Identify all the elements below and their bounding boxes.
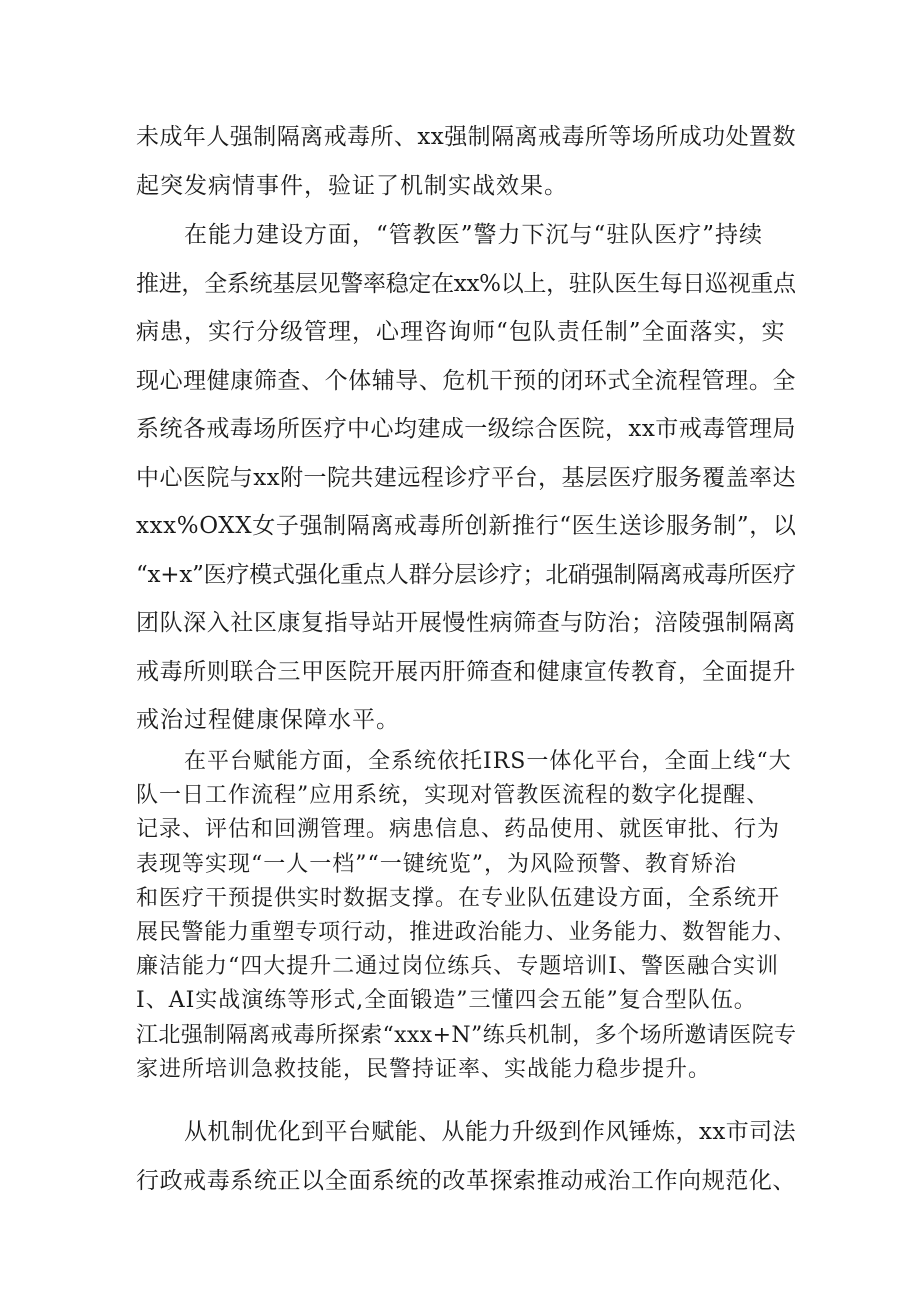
paragraph-4 xyxy=(136,1108,796,1205)
text-line: 系统各戒毒场所医疗中心均建成一级综合医院，xx市戒毒管理局 xyxy=(136,416,796,442)
text-line: 在平台赋能方面，全系统依托IRS一体化平台，全面上线“大 xyxy=(184,749,792,774)
text-line: 病患，实行分级管理，心理咨询师“包队责任制”全面落实，实 xyxy=(136,319,786,345)
paragraph-2 xyxy=(136,211,796,745)
text-line: I、AI实战演练等形式,全面锻造”三懂四会五能”复合型队伍。 xyxy=(136,988,757,1014)
text-line: 现心理健康筛查、个体辅导、危机干预的闭环式全流程管理。全 xyxy=(136,367,796,394)
text-line: 团队深入社区康复指导站开展慢性病筛查与防治；涪陵强制隔离 xyxy=(136,610,796,636)
text-line: 未成年人强制隔离戒毒所、xx强制隔离戒毒所等场所成功处置数 xyxy=(136,124,796,150)
text-line: 戒毒所则联合三甲医院开展丙肝筛查和健康宣传教育，全面提升 xyxy=(136,658,796,685)
text-line: 推进，全系统基层见警率稳定在xx%以上，驻队医生每日巡视重点 xyxy=(136,270,796,297)
text-line: 队一日工作流程”应用系统，实现对管教医流程的数字化提醒、 xyxy=(136,783,770,809)
text-line: 和医疗干预提供实时数据支撑。在专业队伍建设方面，全系统开 xyxy=(136,885,781,911)
paragraph-1 xyxy=(136,113,796,210)
text-line: 展民警能力重塑专项行动，推进政治能力、业务能力、数智能力、 xyxy=(136,919,797,945)
text-line: “x+x”医疗模式强化重点人群分层诊疗；北硝强制隔离戒毒所医疗 xyxy=(136,561,796,588)
text-line: 中心医院与xx附一院共建远程诊疗平台，基层医疗服务覆盖率达 xyxy=(136,464,796,491)
text-line: 表现等实现“一人一档”“一键统览”，为风险预警、教育矫治 xyxy=(136,851,737,877)
text-line: 戒治过程健康保障水平。 xyxy=(136,707,400,733)
text-line: 起突发病情事件，验证了机制实战效果。 xyxy=(136,172,568,199)
paragraph-3 xyxy=(136,745,796,1087)
text-line: 从机制优化到平台赋能、从能力升级到作风锤炼，xx市司法 xyxy=(184,1119,796,1145)
text-line: 在能力建设方面，“管教医”警力下沉与“驻队医疗”持续 xyxy=(184,222,764,248)
text-line: 记录、评估和回溯管理。病患信息、药品使用、就医审批、行为 xyxy=(136,817,781,843)
text-line: 廉洁能力“四大提升二通过岗位练兵、专题培训I、警医融合实训 xyxy=(136,954,779,980)
text-line: 行政戒毒系统正以全面系统的改革探索推动戒治工作向规范化、 xyxy=(136,1167,796,1194)
text-line: xxx%OXX女子强制隔离戒毒所创新推行“医生送诊服务制”，以 xyxy=(136,513,797,539)
text-line: 家进所培训急救技能，民警持证率、实战能力稳步提升。 xyxy=(136,1056,712,1082)
text-line: 江北强制隔离戒毒所探索“xxx+N”练兵机制，多个场所邀请医院专 xyxy=(136,1022,797,1048)
